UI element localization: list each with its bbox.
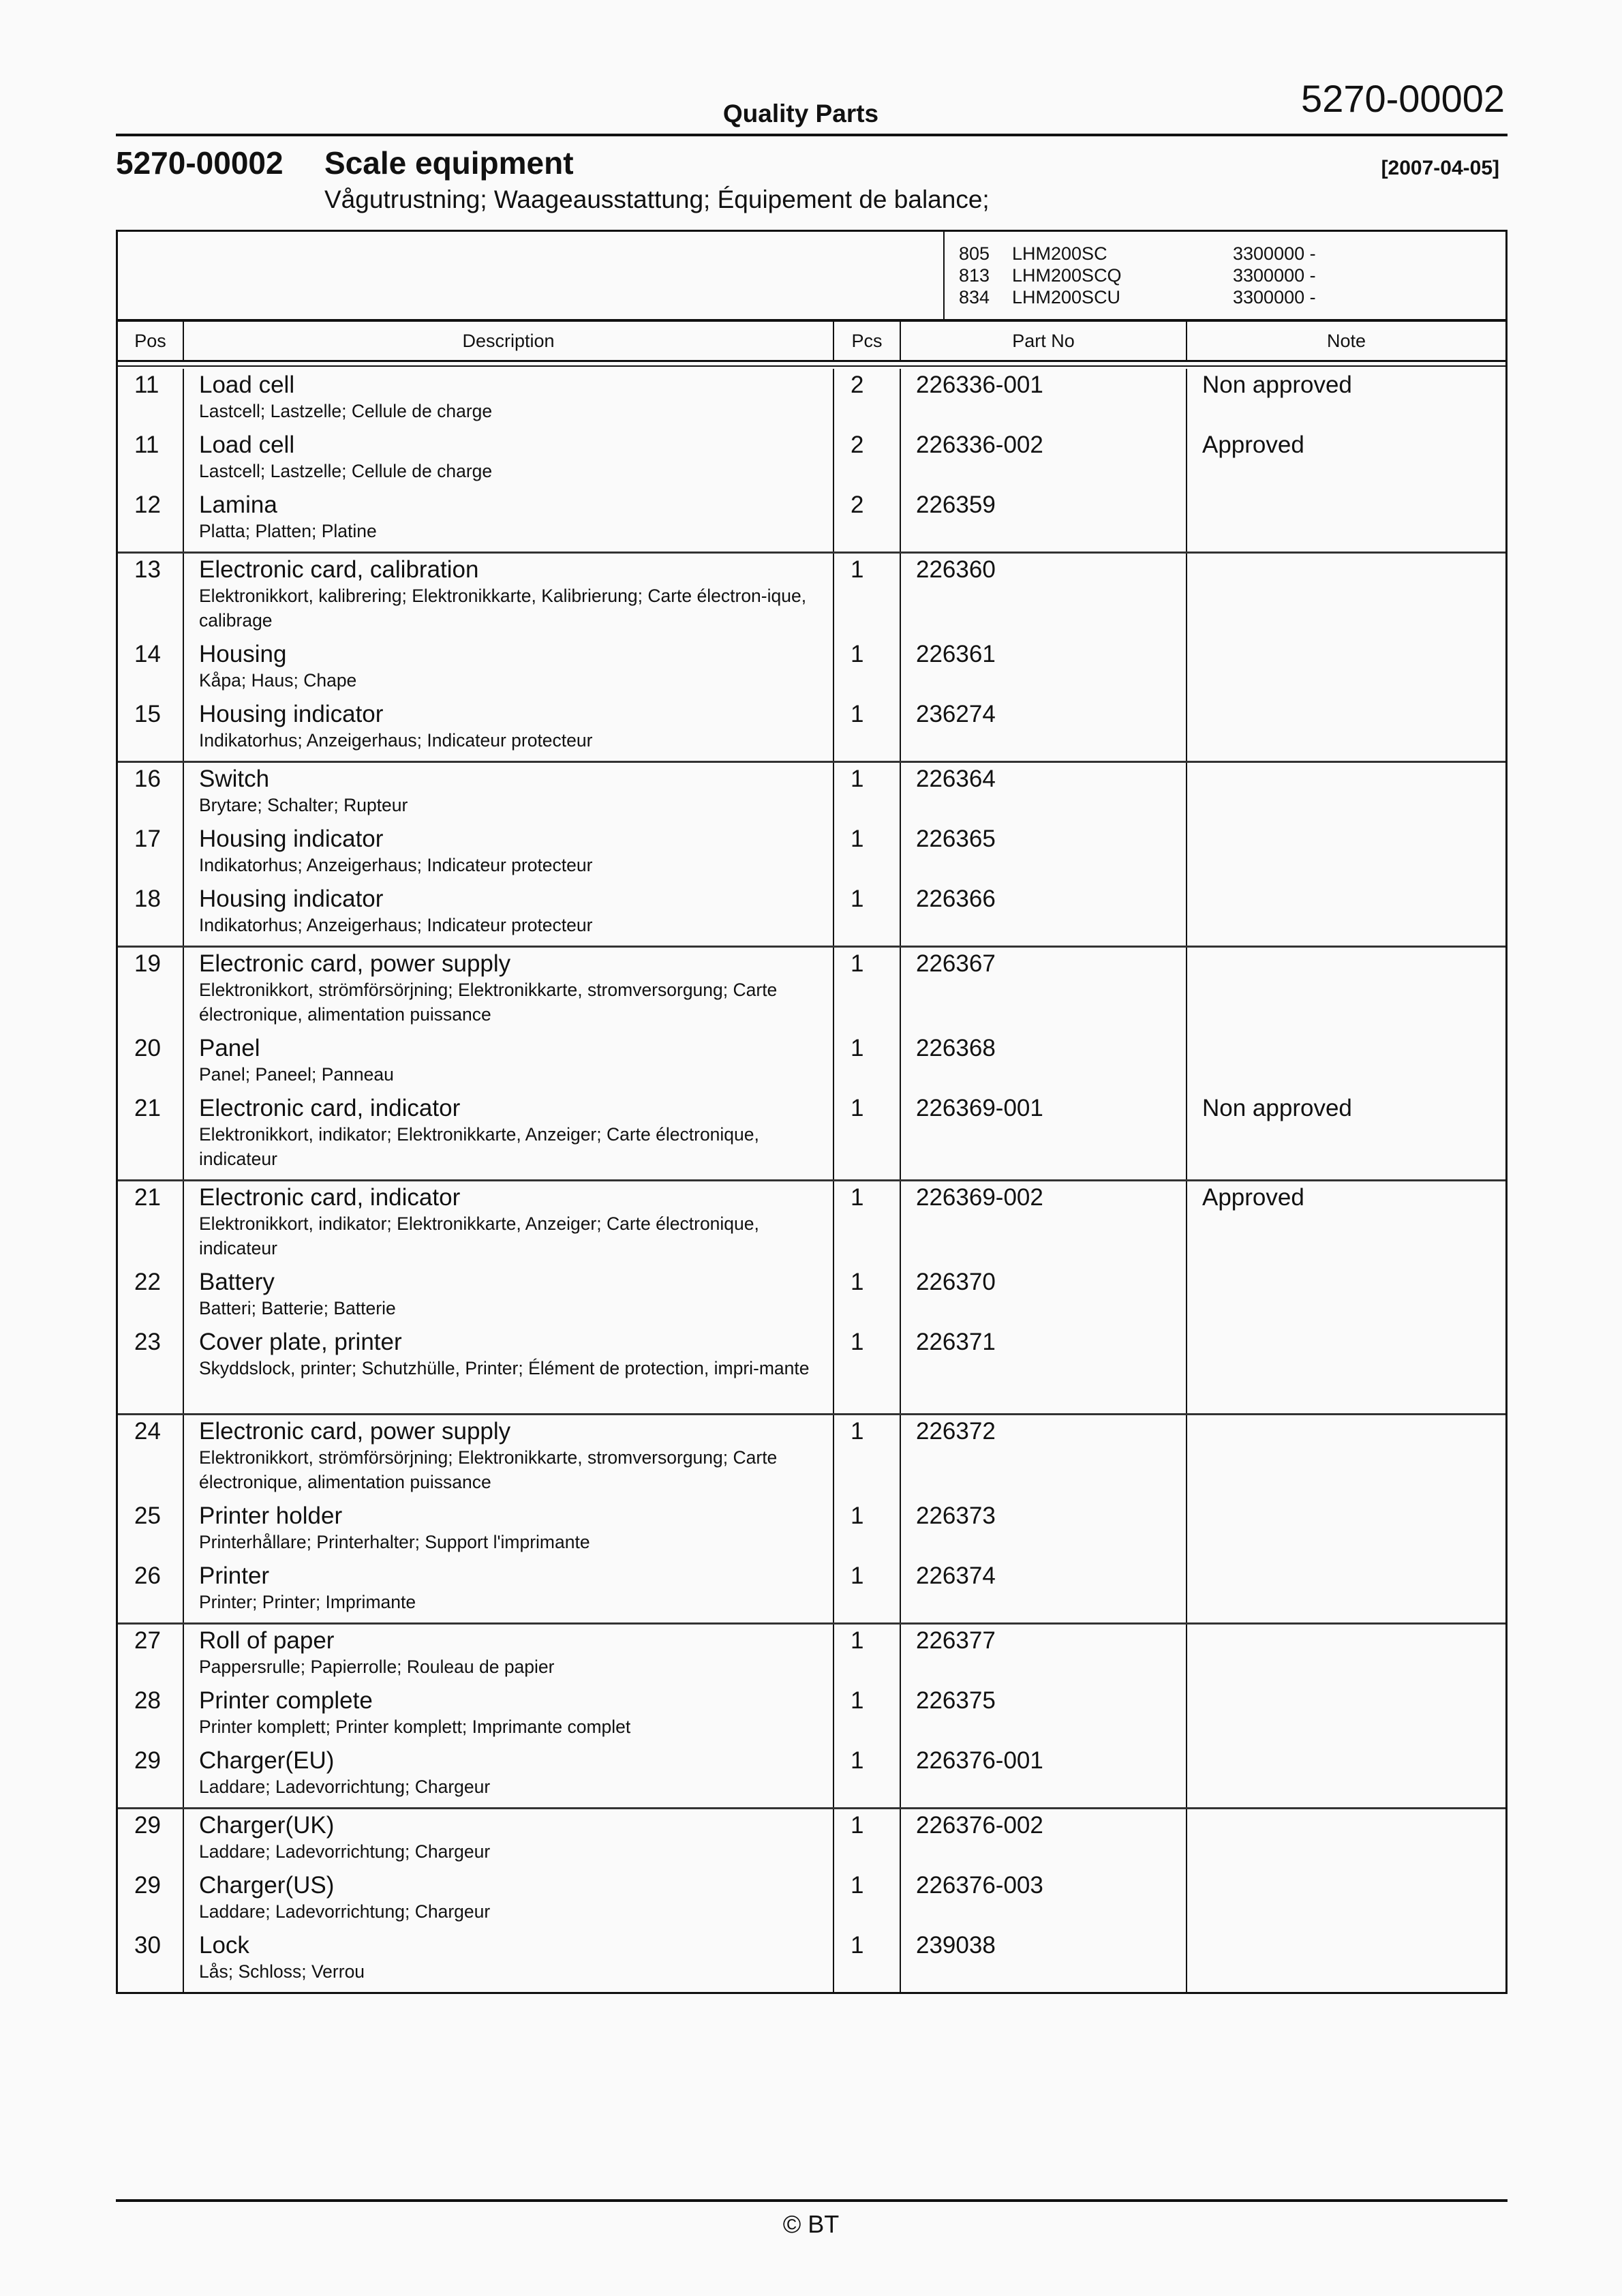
pos-cell: 13: [134, 556, 161, 583]
part-no-cell: 226336-001: [916, 372, 1043, 398]
pos-cell: 21: [134, 1095, 161, 1121]
description-cell: [184, 701, 833, 761]
description-cell: [184, 372, 833, 432]
part-no-cell: 226359: [916, 492, 996, 518]
row-group: [118, 1809, 1505, 1992]
note-cell: [1187, 1747, 1505, 1807]
note-cell: Approved: [1202, 1184, 1304, 1211]
model-serial: 3300000 -: [1233, 265, 1316, 286]
model-serial: 3300000 -: [1233, 243, 1316, 264]
note-column: [1187, 1809, 1505, 1992]
pos-cell: 11: [134, 432, 159, 458]
model-row: [959, 243, 1316, 265]
column-header-part-no: Part No: [901, 322, 1187, 360]
pcs-cell: 2: [851, 492, 864, 518]
description-cell: [184, 556, 833, 641]
pcs-cell: 1: [851, 1747, 864, 1774]
part-name: Cover plate, printer: [199, 1329, 402, 1355]
part-no-column: [901, 1809, 1187, 1992]
pos-cell: 16: [134, 766, 161, 792]
model-code: 834: [959, 287, 990, 307]
part-no-cell: 226376-002: [916, 1812, 1043, 1839]
part-translation: Elektronikkort, strömförsörjning; Elektronikkarte, stromversorgung; Carte électronique, alimentation puissance: [199, 1447, 778, 1492]
part-name: Housing indicator: [199, 701, 384, 727]
header-rule: [116, 134, 1508, 136]
note-cell: [1187, 1872, 1505, 1932]
part-no-column: [901, 763, 1187, 946]
pos-cell: 12: [134, 492, 161, 518]
description-column: [184, 948, 834, 1179]
footer-rule: [116, 2199, 1508, 2202]
pos-cell: 27: [134, 1627, 161, 1654]
model-code: 805: [959, 243, 990, 264]
part-name: Switch: [199, 766, 270, 792]
part-translation: Platta; Platten; Platine: [199, 521, 377, 541]
description-column: [184, 1625, 834, 1807]
part-name: Electronic card, indicator: [199, 1184, 461, 1211]
model-code: 813: [959, 265, 990, 286]
description-cell: [184, 1184, 833, 1269]
section-date: [2007-04-05]: [1381, 157, 1499, 179]
note-cell: [1187, 886, 1505, 946]
description-cell: [184, 1418, 833, 1502]
pcs-cell: 1: [851, 950, 864, 977]
description-cell: [184, 1269, 833, 1329]
description-cell: [184, 432, 833, 492]
pcs-cell: 1: [851, 1035, 864, 1061]
part-translation: Batteri; Batterie; Batterie: [199, 1298, 396, 1318]
description-cell: [184, 1562, 833, 1622]
row-group: [118, 1625, 1505, 1809]
pos-cell: 21: [134, 1184, 161, 1211]
note-cell: [1187, 1329, 1505, 1413]
note-cell: [1187, 1418, 1505, 1502]
part-name: Lamina: [199, 492, 277, 518]
note-column: [1187, 763, 1505, 946]
part-name: Electronic card, indicator: [199, 1095, 461, 1121]
part-no-cell: 226336-002: [916, 432, 1043, 458]
part-translation: Laddare; Ladevorrichtung; Chargeur: [199, 1841, 491, 1862]
part-translation: Indikatorhus; Anzeigerhaus; Indicateur protecteur: [199, 915, 593, 935]
part-no-cell: 226361: [916, 641, 996, 667]
note-cell: [1187, 826, 1505, 886]
pos-column: [118, 763, 184, 946]
pcs-cell: 1: [851, 556, 864, 583]
part-no-cell: 226373: [916, 1502, 996, 1529]
note-cell: [1187, 701, 1505, 761]
note-column: [1187, 1415, 1505, 1622]
note-column: [1187, 1181, 1505, 1413]
part-name: Housing: [199, 641, 287, 667]
description-column: [184, 369, 834, 552]
pcs-cell: 1: [851, 1418, 864, 1445]
note-cell: [1187, 766, 1505, 826]
description-cell: [184, 1329, 833, 1413]
description-cell: [184, 1627, 833, 1687]
pcs-column: [834, 369, 901, 552]
table-header: [118, 322, 1505, 362]
part-translation: Printer; Printer; Imprimante: [199, 1592, 416, 1612]
pcs-column: [834, 763, 901, 946]
pos-column: [118, 1181, 184, 1413]
pos-cell: 20: [134, 1035, 161, 1061]
pos-cell: 18: [134, 886, 161, 912]
note-cell: [1187, 1812, 1505, 1872]
part-translation: Panel; Paneel; Panneau: [199, 1064, 394, 1085]
note-column: [1187, 554, 1505, 761]
description-cell: [184, 1035, 833, 1095]
pcs-cell: 2: [851, 432, 864, 458]
part-no-cell: 226375: [916, 1687, 996, 1714]
part-no-cell: 226368: [916, 1035, 996, 1061]
column-header-description: Description: [184, 322, 834, 360]
pos-cell: 29: [134, 1812, 161, 1839]
part-no-column: [901, 1415, 1187, 1622]
note-cell: [1187, 1269, 1505, 1329]
part-translation: Lås; Schloss; Verrou: [199, 1961, 365, 1982]
pcs-cell: 1: [851, 766, 864, 792]
description-cell: [184, 950, 833, 1035]
part-no-cell: 226369-001: [916, 1095, 1043, 1121]
part-no-cell: 226367: [916, 950, 996, 977]
part-no-cell: 226376-001: [916, 1747, 1043, 1774]
part-name: Load cell: [199, 372, 295, 398]
row-group: [118, 763, 1505, 948]
pos-cell: 17: [134, 826, 161, 852]
section-code: 5270-00002: [116, 145, 284, 181]
part-translation: Lastcell; Lastzelle; Cellule de charge: [199, 461, 493, 481]
pos-column: [118, 948, 184, 1179]
description-column: [184, 1415, 834, 1622]
note-cell: [1187, 1035, 1505, 1095]
note-cell: [1187, 556, 1505, 641]
part-no-cell: 226366: [916, 886, 996, 912]
part-translation: Kåpa; Haus; Chape: [199, 670, 357, 691]
part-name: Panel: [199, 1035, 260, 1061]
row-group: [118, 369, 1505, 554]
part-name: Electronic card, power supply: [199, 950, 511, 977]
pos-cell: 22: [134, 1269, 161, 1295]
part-name: Lock: [199, 1932, 249, 1959]
row-group: [118, 948, 1505, 1181]
description-cell: [184, 1095, 833, 1179]
part-translation: Pappersrulle; Papierrolle; Rouleau de papier: [199, 1657, 555, 1677]
section-translations: Vågutrustning; Waageausstattung; Équipement de balance;: [324, 185, 990, 213]
description-cell: [184, 1812, 833, 1872]
part-no-column: [901, 1181, 1187, 1413]
part-translation: Lastcell; Lastzelle; Cellule de charge: [199, 401, 493, 421]
header-title: Quality Parts: [722, 100, 879, 127]
part-no-cell: 236274: [916, 701, 996, 727]
pcs-cell: 1: [851, 1269, 864, 1295]
note-column: [1187, 369, 1505, 552]
description-cell: [184, 1502, 833, 1562]
column-header-note: Note: [1326, 330, 1366, 351]
pos-column: [118, 369, 184, 552]
header-doc-code: 5270-00002: [1301, 77, 1505, 120]
part-name: Housing indicator: [199, 886, 384, 912]
model-serial: 3300000 -: [1233, 287, 1316, 307]
part-name: Battery: [199, 1269, 275, 1295]
part-name: Charger(EU): [199, 1747, 335, 1774]
note-column: [1187, 1625, 1505, 1807]
part-translation: Printer komplett; Printer komplett; Imprimante complet: [199, 1717, 631, 1737]
pos-cell: 29: [134, 1872, 161, 1899]
model-row: [959, 265, 1316, 286]
column-header-pos: Pos: [118, 322, 184, 360]
pos-cell: 28: [134, 1687, 161, 1714]
model-box-divider: [943, 232, 945, 320]
part-translation: Elektronikkort, strömförsörjning; Elektronikkarte, stromversorgung; Carte électronique, alimentation puissance: [199, 980, 778, 1025]
part-translation: Elektronikkort, indikator; Elektronikkarte, Anzeiger; Carte électronique, indicateur: [199, 1213, 759, 1258]
part-name: Housing indicator: [199, 826, 384, 852]
pcs-cell: 1: [851, 1184, 864, 1211]
part-translation: Indikatorhus; Anzeigerhaus; Indicateur protecteur: [199, 855, 593, 875]
description-column: [184, 554, 834, 761]
pcs-cell: 1: [851, 1562, 864, 1589]
pcs-cell: 1: [851, 1329, 864, 1355]
footer-copyright: © BT: [782, 2210, 840, 2238]
part-no-cell: 226365: [916, 826, 996, 852]
note-cell: [1187, 1502, 1505, 1562]
part-no-cell: 226371: [916, 1329, 996, 1355]
note-cell: [1187, 1627, 1505, 1687]
description-cell: [184, 1932, 833, 1992]
part-no-cell: 226374: [916, 1562, 996, 1589]
description-column: [184, 1809, 834, 1992]
pos-cell: 25: [134, 1502, 161, 1529]
part-translation: Brytare; Schalter; Rupteur: [199, 795, 408, 815]
pcs-cell: 1: [851, 1812, 864, 1839]
pcs-cell: 1: [851, 1627, 864, 1654]
pcs-column: [834, 554, 901, 761]
pcs-column: [834, 1809, 901, 1992]
part-translation: Indikatorhus; Anzeigerhaus; Indicateur protecteur: [199, 730, 593, 751]
pos-cell: 24: [134, 1418, 161, 1445]
note-cell: [1187, 492, 1505, 552]
description-cell: [184, 641, 833, 701]
part-no-cell: 226376-003: [916, 1872, 1043, 1899]
pos-cell: 23: [134, 1329, 161, 1355]
pcs-column: [834, 1181, 901, 1413]
pcs-column: [834, 1415, 901, 1622]
description-cell: [184, 1687, 833, 1747]
pcs-cell: 1: [851, 826, 864, 852]
row-group: [118, 1181, 1505, 1415]
part-no-cell: 226370: [916, 1269, 996, 1295]
pcs-cell: 1: [851, 641, 864, 667]
parts-table: [116, 319, 1508, 1994]
pos-column: [118, 1415, 184, 1622]
description-column: [184, 1181, 834, 1413]
note-cell: [1187, 950, 1505, 1035]
part-translation: Elektronikkort, indikator; Elektronikkarte, Anzeiger; Carte électronique, indicateur: [199, 1124, 759, 1169]
note-cell: [1187, 641, 1505, 701]
pos-cell: 26: [134, 1562, 161, 1589]
note-column: [1187, 948, 1505, 1179]
pcs-cell: 1: [851, 1872, 864, 1899]
note-cell: Non approved: [1202, 1095, 1352, 1121]
pcs-cell: 1: [851, 1095, 864, 1121]
pcs-cell: 1: [851, 1687, 864, 1714]
part-name: Charger(US): [199, 1872, 335, 1899]
description-cell: [184, 886, 833, 946]
description-cell: [184, 766, 833, 826]
part-name: Electronic card, calibration: [199, 556, 479, 583]
part-name: Printer holder: [199, 1502, 343, 1529]
part-no-column: [901, 1625, 1187, 1807]
part-no-cell: 239038: [916, 1932, 996, 1959]
pcs-cell: 2: [851, 372, 864, 398]
part-name: Printer complete: [199, 1687, 373, 1714]
pcs-column: [834, 1625, 901, 1807]
part-name: Electronic card, power supply: [199, 1418, 511, 1445]
part-name: Roll of paper: [199, 1627, 335, 1654]
part-name: Load cell: [199, 432, 295, 458]
table-body: [118, 369, 1505, 1992]
part-no-cell: 226360: [916, 556, 996, 583]
model-list: [959, 243, 1316, 308]
pos-cell: 15: [134, 701, 161, 727]
pos-cell: 11: [134, 372, 159, 398]
pos-cell: 30: [134, 1932, 161, 1959]
model-name: LHM200SCQ: [1012, 265, 1122, 286]
section-title: Scale equipment: [324, 145, 574, 181]
pcs-cell: 1: [851, 701, 864, 727]
pcs-column: [834, 948, 901, 1179]
part-translation: Laddare; Ladevorrichtung; Chargeur: [199, 1777, 491, 1797]
description-column: [184, 763, 834, 946]
pos-cell: 14: [134, 641, 161, 667]
column-header-pcs: Pcs: [834, 322, 901, 360]
note-cell: Non approved: [1202, 372, 1352, 398]
pcs-cell: 1: [851, 886, 864, 912]
part-no-column: [901, 554, 1187, 761]
part-name: Printer: [199, 1562, 270, 1589]
part-no-column: [901, 948, 1187, 1179]
part-translation: Elektronikkort, kalibrering; Elektronikkarte, Kalibrierung; Carte électron-ique, calibrage: [199, 586, 807, 631]
part-no-cell: 226369-002: [916, 1184, 1043, 1211]
model-name: LHM200SCU: [1012, 287, 1121, 307]
model-row: [959, 286, 1316, 308]
part-name: Charger(UK): [199, 1812, 335, 1839]
part-no-column: [901, 369, 1187, 552]
part-no-cell: 226364: [916, 766, 996, 792]
note-cell: Approved: [1202, 432, 1304, 458]
pos-column: [118, 554, 184, 761]
model-name: LHM200SC: [1012, 243, 1107, 264]
pcs-cell: 1: [851, 1502, 864, 1529]
note-cell: [1187, 1562, 1505, 1622]
part-no-cell: 226372: [916, 1418, 996, 1445]
note-cell: [1187, 1687, 1505, 1747]
part-translation: Printerhållare; Printerhalter; Support l'imprimante: [199, 1532, 590, 1552]
pos-column: [118, 1625, 184, 1807]
part-no-cell: 226377: [916, 1627, 996, 1654]
description-cell: [184, 826, 833, 886]
pos-column: [118, 1809, 184, 1992]
row-group: [118, 554, 1505, 763]
row-group: [118, 1415, 1505, 1625]
description-cell: [184, 1872, 833, 1932]
part-translation: Skyddslock, printer; Schutzhülle, Printer; Élément de protection, impri-mante: [199, 1358, 810, 1378]
pos-cell: 19: [134, 950, 161, 977]
description-cell: [184, 492, 833, 552]
description-cell: [184, 1747, 833, 1807]
part-translation: Laddare; Ladevorrichtung; Chargeur: [199, 1901, 491, 1922]
pos-cell: 29: [134, 1747, 161, 1774]
note-cell: [1187, 1932, 1505, 1992]
pcs-cell: 1: [851, 1932, 864, 1959]
